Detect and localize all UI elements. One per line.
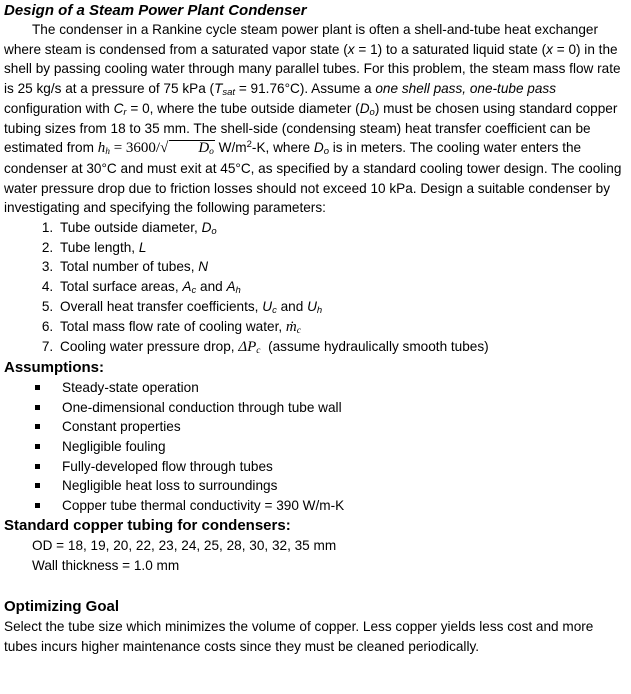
cr-symbol: C bbox=[113, 100, 124, 116]
param-conjunction: and bbox=[196, 279, 227, 295]
param-symbol: ΔP bbox=[238, 339, 257, 356]
assumption-text: Constant properties bbox=[62, 419, 181, 435]
param-label: Total surface areas, bbox=[60, 279, 183, 295]
list-item bbox=[62, 457, 628, 477]
design-parameters-list bbox=[4, 218, 628, 358]
list-item bbox=[62, 476, 628, 496]
param-symbol: ṁ bbox=[285, 318, 297, 335]
param-note: (assume hydraulically smooth tubes) bbox=[260, 339, 489, 355]
list-item bbox=[57, 218, 628, 238]
problem-statement bbox=[4, 20, 628, 218]
square-bullet-icon bbox=[35, 424, 40, 429]
intro-text: = 0) in the shell by passing cooling water through many parallel tubes. For this problem, the steam mass flow rate is 25 kg/s at a pressure of 75 kPa ( bbox=[4, 41, 621, 97]
square-bullet-icon bbox=[35, 483, 40, 488]
optimizing-goal-text: Select the tube size which minimizes the volume of copper. Less copper yields less cost and more tubes incurs higher maintenance costs since they must be cleaned periodically. bbox=[4, 619, 594, 654]
list-item bbox=[62, 496, 628, 516]
square-bullet-icon bbox=[35, 444, 40, 449]
list-item bbox=[62, 437, 628, 457]
param-subscript: h bbox=[235, 285, 241, 297]
param-symbol: D bbox=[201, 220, 212, 236]
equation-h: h bbox=[97, 140, 106, 157]
param-label: Total number of tubes, bbox=[60, 259, 199, 275]
intro-text: = 91.76°C). Assume a bbox=[235, 81, 376, 97]
tsat-symbol: T bbox=[214, 81, 223, 97]
equation-body: = 3600/ bbox=[109, 140, 161, 157]
shell-side-equation bbox=[98, 140, 215, 156]
equation-d: D bbox=[198, 140, 210, 157]
list-item bbox=[57, 257, 628, 277]
square-bullet-icon bbox=[35, 385, 40, 390]
tubing-wall-thickness: Wall thickness = 1.0 mm bbox=[32, 557, 180, 573]
list-item bbox=[57, 337, 628, 358]
intro-text: = 1) to a saturated liquid state ( bbox=[354, 41, 547, 57]
list-item bbox=[57, 297, 628, 317]
assumption-text: Fully-developed flow through tubes bbox=[62, 458, 273, 474]
do-subscript: o bbox=[369, 106, 375, 118]
intro-text: configuration with bbox=[4, 100, 114, 116]
param-symbol: L bbox=[138, 239, 147, 255]
param-symbol: A bbox=[226, 279, 236, 295]
tsat-subscript: sat bbox=[222, 87, 236, 99]
equation-h-subscript: h bbox=[105, 147, 110, 158]
param-subscript: c bbox=[256, 346, 261, 357]
assumption-text: One-dimensional conduction through tube wall bbox=[62, 399, 342, 415]
intro-text: is in meters. The cooling water enters the condenser at 30°C and must exit at 45°C, as specified by a standard cooling tower design. The cooling water pressure drop due to friction losses should not exceed 10 kPa. Design a suitable condenser by investigating and specifying the following parameters: bbox=[4, 140, 622, 216]
list-item bbox=[62, 398, 628, 418]
do-symbol: D bbox=[359, 100, 370, 116]
assumptions-heading: Assumptions: bbox=[4, 358, 105, 376]
equation-d-subscript: o bbox=[209, 147, 214, 158]
param-symbol: N bbox=[198, 259, 209, 275]
param-label: Cooling water pressure drop, bbox=[60, 339, 239, 355]
list-item bbox=[57, 317, 628, 338]
param-subscript: c bbox=[191, 285, 197, 297]
square-bullet-icon bbox=[35, 503, 40, 508]
list-item bbox=[62, 378, 628, 398]
param-label: Tube outside diameter, bbox=[60, 220, 202, 236]
square-bullet-icon bbox=[35, 464, 40, 469]
param-subscript: o bbox=[211, 226, 217, 238]
list-item bbox=[62, 417, 628, 437]
param-symbol: U bbox=[262, 298, 273, 314]
intro-text: The condenser in a Rankine cycle steam power plant is often a shell-and-tube heat exchanger where steam is condensed from a saturated vapor state ( bbox=[4, 22, 598, 57]
tubing-heading: Standard copper tubing for condensers: bbox=[4, 516, 291, 534]
list-item bbox=[57, 277, 628, 297]
intro-text: W/m bbox=[214, 140, 247, 156]
intro-text: ) must be chosen using standard copper tubing sizes from 18 to 35 mm. The shell-side (condensing steam) heat transfer coefficient can be estimated from bbox=[4, 100, 618, 156]
param-subscript: c bbox=[296, 325, 301, 336]
param-symbol: U bbox=[307, 298, 317, 314]
cr-subscript: r bbox=[123, 106, 127, 118]
configuration-phrase: one shell pass, one-tube pass bbox=[375, 81, 556, 97]
param-subscript: h bbox=[316, 304, 323, 316]
param-symbol: A bbox=[182, 279, 192, 295]
document-title: Design of a Steam Power Plant Condenser bbox=[4, 2, 307, 19]
param-conjunction: and bbox=[276, 298, 308, 314]
square-bullet-icon bbox=[35, 405, 40, 410]
quality-symbol: x bbox=[347, 41, 355, 57]
units-superscript: 2 bbox=[246, 139, 252, 151]
assumption-text: Negligible fouling bbox=[62, 439, 166, 455]
intro-text: = 0, where the tube outside diameter ( bbox=[126, 100, 360, 116]
param-label: Overall heat transfer coefficients, bbox=[60, 298, 263, 314]
quality-symbol: x bbox=[546, 41, 553, 57]
param-label: Tube length, bbox=[60, 239, 139, 255]
list-item bbox=[57, 238, 628, 258]
param-subscript: c bbox=[272, 304, 277, 316]
param-label: Total mass flow rate of cooling water, bbox=[60, 318, 286, 334]
section-spacer bbox=[4, 575, 628, 597]
assumptions-list bbox=[4, 378, 628, 516]
sqrt-radical-icon: √ bbox=[160, 140, 169, 157]
do-subscript: o bbox=[323, 146, 329, 158]
assumption-text: Copper tube thermal conductivity = 390 W/m-K bbox=[62, 498, 345, 514]
do-symbol: D bbox=[313, 140, 324, 156]
sqrt-radicand bbox=[169, 140, 215, 156]
tubing-od-sizes: OD = 18, 19, 20, 22, 23, 24, 25, 28, 30, 32, 35 mm bbox=[32, 537, 337, 553]
assumption-text: Steady-state operation bbox=[62, 379, 199, 395]
assumption-text: Negligible heat loss to surroundings bbox=[62, 478, 278, 494]
intro-text: -K, where bbox=[251, 140, 314, 156]
optimizing-goal-heading: Optimizing Goal bbox=[4, 598, 119, 616]
